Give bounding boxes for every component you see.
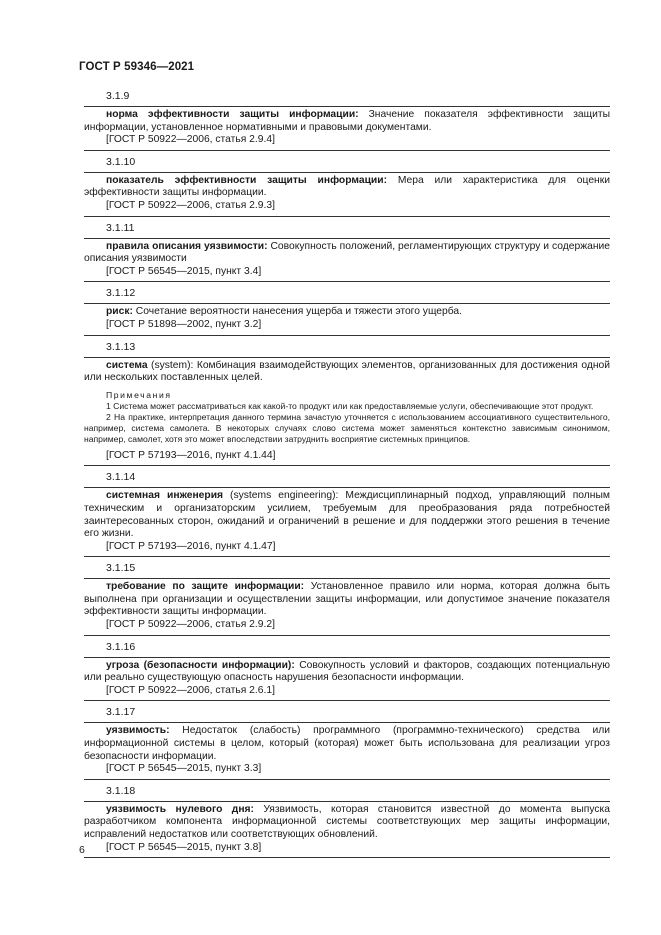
entry-body xyxy=(84,579,610,635)
entry-body xyxy=(84,173,610,217)
entry-body xyxy=(84,358,610,467)
term-entry-3-1-12 xyxy=(84,282,610,335)
entry-number: 3.1.15 xyxy=(84,557,610,579)
entry-body xyxy=(84,239,610,283)
entry-term: уязвимость: xyxy=(106,725,170,737)
notes-title: Примечания xyxy=(106,389,172,400)
entry-source: [ГОСТ Р 50922—2006, статья 2.9.4] xyxy=(106,134,275,146)
entry-body xyxy=(84,723,610,779)
entry-number: 3.1.13 xyxy=(84,336,610,358)
term-entry-3-1-17 xyxy=(84,701,610,779)
entry-term: системная инженерия xyxy=(106,490,224,502)
entry-source: [ГОСТ Р 50922—2006, статья 2.9.3] xyxy=(106,199,275,211)
entry-number: 3.1.18 xyxy=(84,780,610,802)
term-entry-3-1-14 xyxy=(84,466,610,557)
entry-definition xyxy=(84,581,610,619)
entry-definition-text: Совокупность условий и факторов, создающих потенциальную или реально существующую опасность нарушения безопасности информации. xyxy=(84,659,610,684)
entry-term: уязвимость нулевого дня: xyxy=(106,803,254,815)
entry-source: [ГОСТ Р 50922—2006, статья 2.6.1] xyxy=(106,684,275,696)
entry-definition-text: Уязвимость, которая становится известной до момента выпуска разработчиком компонента информационной системы соответствующих мер защиты информации, исправлений недостатков или соответствующих обновлений. xyxy=(84,803,610,840)
entry-body xyxy=(84,802,610,858)
entry-definition-text: (system): Комбинация взаимодействующих элементов, организованных для достижения одной или нескольких поставленных целей. xyxy=(84,359,610,384)
entry-number: 3.1.9 xyxy=(84,90,610,107)
entry-definition xyxy=(84,109,610,134)
note-item: 2 На практике, интерпретация данного термина зачастую уточняется с использованием ассоциативного существительного, например, система самолета. В некоторых случаях слово система может заменяться контекстно зависимым синонимом, например, самолет, хотя это может впоследствии затруднить восприятие системных принципов. xyxy=(84,411,610,444)
entry-definition-text: Недостаток (слабость) программного (программно-технического) средства или информационной системы в целом, который (которая) может быть использована для реализации угроз безопасности информации. xyxy=(84,725,610,762)
entry-source: [ГОСТ Р 57193—2016, пункт 4.1.47] xyxy=(106,540,276,552)
entry-term: требование по защите информации: xyxy=(106,581,305,593)
terms-list xyxy=(84,90,610,858)
entry-number: 3.1.10 xyxy=(84,151,610,173)
entry-body xyxy=(84,658,610,702)
entry-definition-text: Мера или характеристика для оценки эффективности защиты информации. xyxy=(84,174,610,199)
entry-source: [ГОСТ Р 57193—2016, пункт 4.1.44] xyxy=(106,449,276,461)
entry-term: риск: xyxy=(106,306,133,318)
entry-definition-text: Установленное правило или норма, которая должна быть выполнена при организации и осуществлении защиты информации, или допустимое значение показателя эффективности защиты информации. xyxy=(84,581,611,618)
page-header-standard: ГОСТ Р 59346—2021 xyxy=(79,61,195,73)
entry-definition-text: Значение показателя эффективности защиты информации, установленное нормативными и правовыми документами. xyxy=(84,109,610,133)
entry-source: [ГОСТ Р 56545—2015, пункт 3.8] xyxy=(106,841,262,853)
entry-number: 3.1.16 xyxy=(84,636,610,658)
entry-definition xyxy=(84,306,610,319)
entry-notes xyxy=(84,390,610,445)
term-entry-3-1-11 xyxy=(84,217,610,283)
entry-definition xyxy=(84,241,610,266)
entry-term: система xyxy=(106,359,148,371)
entry-definition-text: Совокупность положений, регламентирующих структуру и содержание описания уязвимости xyxy=(84,240,610,265)
entry-term: норма эффективности защиты информации: xyxy=(106,109,359,120)
entry-term: показатель эффективности защиты информации: xyxy=(106,174,388,186)
entry-source: [ГОСТ Р 56545—2015, пункт 3.4] xyxy=(106,265,262,277)
entry-definition-text: Сочетание вероятности нанесения ущерба и тяжести этого ущерба. xyxy=(132,306,463,318)
entry-definition xyxy=(84,660,610,685)
term-entry-3-1-15 xyxy=(84,557,610,635)
entry-definition xyxy=(84,804,610,842)
entry-source: [ГОСТ Р 56545—2015, пункт 3.3] xyxy=(106,763,262,775)
term-entry-3-1-18 xyxy=(84,780,610,858)
term-entry-3-1-13 xyxy=(84,336,610,467)
entry-definition xyxy=(84,725,610,763)
entry-source: [ГОСТ Р 50922—2006, статья 2.9.2] xyxy=(106,619,275,631)
term-entry-3-1-16 xyxy=(84,636,610,702)
entry-source: [ГОСТ Р 51898—2002, пункт 3.2] xyxy=(106,318,262,330)
page-number: 6 xyxy=(79,844,85,856)
entry-body xyxy=(84,107,610,151)
note-item: 1 Система может рассматриваться как какой-то продукт или как предоставляемые услуги, обеспечивающие этот продукт. xyxy=(106,400,594,411)
entry-definition-text: (systems engineering): Междисциплинарный подход, управляющий полным техническим и организаторским усилием, требуемым для преобразования ряда потребностей заинтересованных сторон, ожиданий и ограничений в решение и для поддержки этого решения в течение его жизни. xyxy=(84,490,610,540)
entry-number: 3.1.14 xyxy=(84,466,610,488)
entry-body xyxy=(84,304,610,335)
entry-term: правила описания уязвимости: xyxy=(106,240,268,252)
entry-number: 3.1.11 xyxy=(84,217,610,239)
entry-body xyxy=(84,488,610,557)
entry-term: угроза (безопасности информации): xyxy=(106,659,295,671)
term-entry-3-1-10 xyxy=(84,151,610,217)
entry-definition xyxy=(84,490,610,540)
entry-number: 3.1.12 xyxy=(84,282,610,304)
term-entry-3-1-9 xyxy=(84,90,610,151)
entry-definition xyxy=(84,360,610,385)
entry-definition xyxy=(84,175,610,200)
entry-number: 3.1.17 xyxy=(84,701,610,723)
